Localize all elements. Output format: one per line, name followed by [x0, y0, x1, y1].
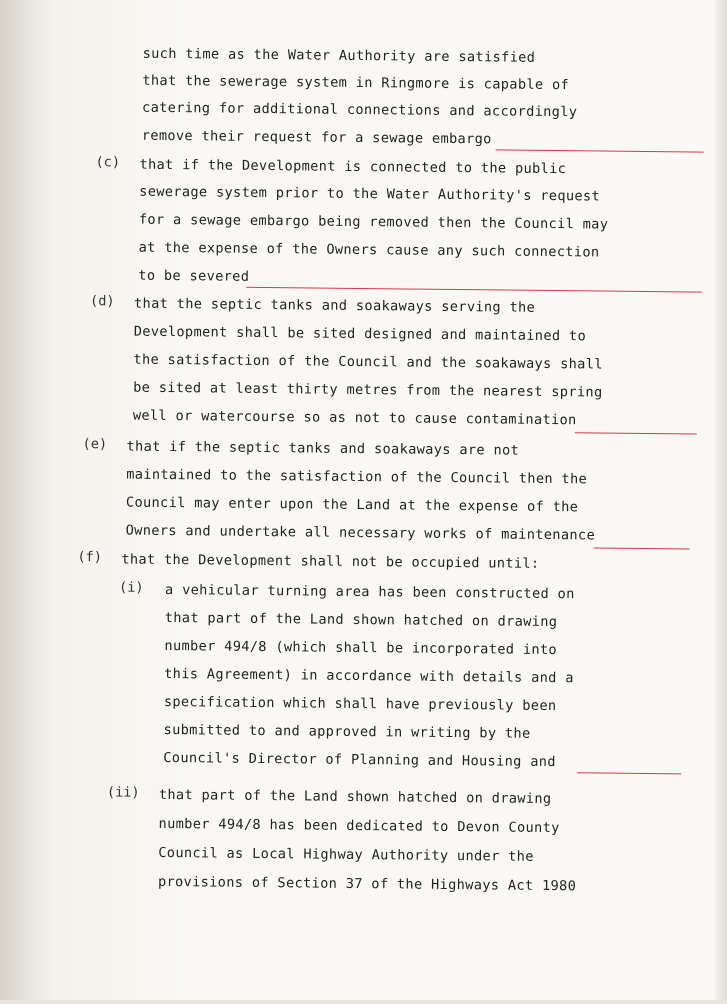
clause-d-line-2: Development shall be sited designed and maintained to [133, 323, 587, 345]
clause-b-end-rule [496, 149, 704, 152]
subclause-i-line-6: submitted to and approved in writing by the [163, 721, 531, 742]
subclause-ii-line-2: number 494/8 has been dedicated to Devon County [158, 815, 560, 837]
subclause-ii-label: (ii) [106, 784, 140, 801]
subclause-i-end-rule [577, 772, 681, 774]
clause-c-label: (c) [95, 154, 121, 171]
clause-b-line-3: catering for additional connections and accordingly [142, 99, 578, 121]
clause-d-line-1: that the septic tanks and soakaways serving the [133, 295, 536, 316]
clause-d-line-5: well or watercourse so as not to cause contamination [132, 407, 577, 429]
clause-e-end-rule [594, 547, 690, 549]
subclause-i-line-2: that part of the Land shown hatched on drawing [164, 609, 558, 631]
clause-d-line-3: the satisfaction of the Council and the soakaways shall [133, 351, 603, 373]
subclause-i-label: (i) [118, 579, 144, 596]
clause-d-line-4: be sited at least thirty metres from the nearest spring [133, 379, 603, 401]
clause-c-end-rule [246, 287, 702, 293]
clause-e-line-4: Owners and undertake all necessary works of maintenance [125, 522, 596, 544]
clause-e-line-3: Council may enter upon the Land at the expense of the [125, 494, 579, 516]
subclause-ii-line-1: that part of the Land shown hatched on drawing [158, 786, 552, 808]
clause-c-line-3: for a sewage embargo being removed then the Council may [138, 211, 609, 233]
subclause-i-line-1: a vehicular turning area has been constructed on [164, 581, 575, 603]
clause-d-label: (d) [89, 293, 115, 310]
subclause-i-line-7: Council's Director of Planning and Housing and [163, 749, 556, 771]
clause-e-line-1: that if the septic tanks and soakaways are not [126, 438, 520, 459]
clause-f-label: (f) [77, 549, 103, 566]
clause-c-line-5: to be severed [138, 267, 250, 285]
clause-b-line-1: such time as the Water Authority are satisfied [142, 45, 536, 66]
clause-c-line-1: that if the Development is connected to the public [139, 156, 567, 178]
clause-e-line-2: maintained to the satisfaction of the Council then the [126, 466, 588, 488]
clause-f-line-1: that the Development shall not be occupied until: [121, 551, 540, 572]
subclause-ii-line-3: Council as Local Highway Authority under the [158, 844, 534, 865]
clause-b-line-2: that the sewerage system in Ringmore is capable of [142, 72, 570, 94]
clause-c-line-2: sewerage system prior to the Water Authority's request [139, 183, 601, 205]
subclause-i-line-4: this Agreement) in accordance with details and a [164, 665, 574, 687]
clause-e-label: (e) [82, 436, 108, 453]
clause-d-end-rule [575, 432, 697, 434]
subclause-i-line-3: number 494/8 (which shall be incorporated into [164, 637, 558, 659]
subclause-i-line-5: specification which shall have previously been [163, 693, 557, 715]
clause-c-line-4: at the expense of the Owners cause any such connection [138, 239, 600, 261]
clause-b-line-4: remove their request for a sewage embargo [141, 127, 492, 148]
subclause-ii-line-4: provisions of Section 37 of the Highways Act 1980 [157, 873, 577, 895]
